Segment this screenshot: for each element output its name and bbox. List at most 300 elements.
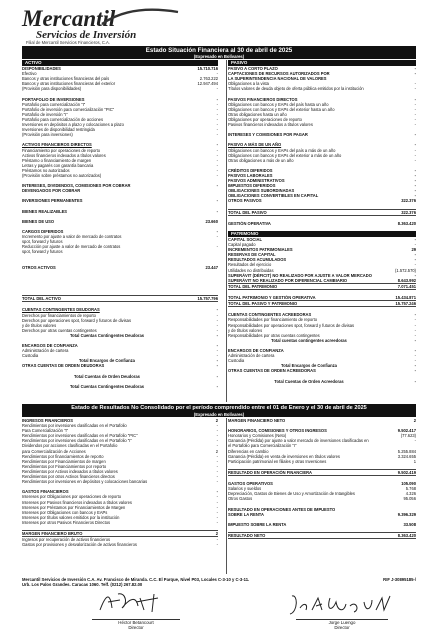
row-label: SUPERÁVIT NO REALIZADO POR DIFERENCIAL CAMBIARIO [228, 277, 348, 283]
row-label: Préstamo o financiamiento de margen [22, 157, 92, 163]
row-value: - [216, 172, 218, 178]
row-value: - [216, 358, 218, 364]
statement-row [22, 333, 218, 338]
row-value: - [414, 252, 416, 258]
row-label: Rendimientos por financiamientos de reporto [22, 453, 104, 459]
row-label: TOTAL DEL ACTIVO [22, 296, 61, 302]
activo-header: ACTIVO [22, 60, 218, 66]
row-value: 3.324.655 [397, 453, 416, 459]
row-value: 15.757.796 [197, 296, 218, 302]
row-label: Depreciación, Gastos de Bienes de Uso y Amortización de Intangibles [228, 491, 355, 497]
row-label: Rendimientos por inversiones clasificadas en el Portafolio "I" [22, 438, 132, 444]
row-label: Bancos y otras instituciones financieras del país [22, 76, 110, 82]
footer [22, 577, 416, 587]
statement-row [228, 209, 416, 216]
row-label: TOTAL PATRIMONIO Y GESTIÓN OPERATIVA [228, 295, 316, 301]
row-value: - [216, 489, 218, 495]
row-label: Financiamiento por operaciones de reporto [22, 147, 101, 153]
row-value: - [414, 178, 416, 184]
row-value [390, 464, 416, 469]
row-value: - [216, 157, 218, 163]
row-value: - [414, 317, 416, 323]
row-label: MARGEN FINANCIERO NETO [228, 418, 286, 423]
row-value: 1 [413, 458, 416, 464]
row-value: - [414, 237, 416, 242]
row-value: - [414, 111, 416, 117]
logo-swoosh-icon [100, 8, 180, 26]
row-value: - [414, 86, 416, 92]
row-value: - [414, 438, 416, 444]
row-label: Responsabilidades por financiamiento de reporto [228, 317, 317, 323]
row-label: Letras y pagarés con garantía bancaria [22, 162, 94, 168]
row-label: spot, forward y futuros [22, 239, 63, 245]
row-value: 23.447 [205, 264, 218, 270]
row-value: - [414, 101, 416, 107]
row-label: Intereses por títulos valores emitidos por la institución [22, 514, 120, 520]
row-label: MARGEN FINANCIERO BRUTO [22, 531, 83, 537]
pasivo-header: PASIVO [228, 60, 416, 66]
row-value: 322.376 [401, 198, 416, 204]
row-label: Responsabilidades por operaciones spot, forward y futuros de divisas [228, 322, 355, 328]
row-label: CAPTACIONES DE RECURSOS AUTORIZADOS POR [228, 71, 330, 77]
row-value: 5.255.884 [397, 448, 416, 454]
row-value: 95.056 [403, 496, 416, 502]
row-value: - [216, 468, 218, 474]
statement-row [22, 295, 218, 302]
section-header: PATRIMONIO [228, 231, 416, 237]
row-value: - [216, 504, 218, 510]
row-value: 33.508 [403, 521, 416, 527]
row-value: - [216, 183, 218, 189]
row-label: PASIVOS FINANCIEROS DIRECTOS [228, 96, 298, 102]
row-label: Custodia [22, 353, 39, 359]
signer-role: Director [334, 625, 350, 630]
row-value: - [414, 157, 416, 163]
activo-column [22, 60, 218, 389]
pasivo-column [228, 60, 416, 384]
row-value: (77.623) [400, 433, 416, 439]
row-value: - [414, 193, 416, 199]
row-value: - [414, 322, 416, 328]
row-label: Gastos por provisiones y desvalorización de activos financieros [22, 542, 137, 548]
row-value: - [216, 373, 218, 379]
row-label: Responsabilidades por otras cuentas contingentes [228, 332, 320, 338]
row-value: - [414, 332, 416, 338]
row-value: - [414, 96, 416, 102]
row-label: Obligaciones con bancos y EAPs del exterior a más de un año [228, 152, 342, 158]
row-value: - [216, 327, 218, 333]
row-value: - [414, 262, 416, 268]
column-divider [226, 60, 227, 402]
row-label: OTROS ACTIVOS [22, 264, 56, 270]
row-value: - [216, 132, 218, 138]
row-value [390, 226, 416, 231]
row-label: Activos financieros indexados a títulos valores [22, 152, 106, 158]
row-label: el Portafolio para Comercialización "I" [228, 443, 297, 449]
row-label: Dividendos por acciones clasificadas en el Portafolio [22, 443, 118, 449]
row-value: - [414, 142, 416, 148]
row-label: Portafolio para comercialización "I" [22, 101, 86, 107]
row-value: - [216, 514, 218, 520]
row-label: GASTOS FINANCIEROS [22, 489, 69, 495]
row-label: INVERSIONES PERMANENTES [22, 198, 83, 204]
row-label: para Comercialización de Acciones [22, 448, 86, 454]
row-label: TOTAL DEL PASIVO [228, 209, 267, 215]
row-value: - [216, 106, 218, 112]
row-label: RESULTADO EN OPERACIONES ANTES DE IMPUESTO [228, 506, 336, 512]
row-value: - [414, 337, 416, 343]
row-label: Intereses por Pasivos financieros indexados a títulos valores [22, 499, 132, 505]
statement-row [22, 530, 218, 537]
footer-address-2: Urb. Los Palos Grandes. Caracas 1060. Telf. (0212) 267.82.00 [22, 582, 143, 587]
row-value: - [414, 81, 416, 87]
balance-subtitle: (Expresado en Bolívares) [193, 54, 245, 59]
row-value: - [414, 122, 416, 128]
signer-role: Director [128, 625, 144, 630]
row-value: 8.643.992 [397, 277, 416, 283]
row-value: 23.660 [205, 218, 218, 224]
row-label: OTRAS CUENTAS DE ORDEN ACREEDORAS [228, 368, 316, 374]
row-value: - [216, 101, 218, 107]
row-value: - [216, 312, 218, 318]
row-label: RESULTADO EN OPERACIÓN FINANCIERA [228, 469, 312, 475]
row-label: GASTOS OPERATIVOS [228, 481, 273, 487]
row-label: INCREMENTOS PATRIMONIALES [228, 247, 293, 253]
row-value: 4.326 [405, 491, 416, 497]
row-value: - [216, 71, 218, 77]
row-value: - [216, 142, 218, 148]
row-label: spot, forward y futuros [22, 249, 63, 255]
row-label: Diferencias en cambio [228, 448, 269, 454]
row-value: 29 [411, 247, 416, 253]
row-label: IMPUESTO SOBRE LA RENTA [228, 521, 287, 527]
row-label: OBLIGACIONES SUBORDINADAS [228, 188, 295, 194]
balance-title-bar [22, 46, 416, 59]
row-value: - [216, 363, 218, 369]
statement-row [228, 338, 416, 343]
signature-block-1 [92, 620, 180, 630]
row-label: Ingresos por recuperación de activos financieros [22, 537, 111, 543]
row-label: INGRESOS FINANCIEROS [22, 418, 73, 423]
row-label: Para Comercialización "I" [22, 428, 69, 434]
row-label: Préstamos no autorizados [22, 167, 70, 173]
row-value: - [216, 343, 218, 349]
balance-title: Estado Situación Financiera al 30 de abril de 2025 [145, 47, 293, 54]
row-value: - [216, 519, 218, 525]
row-value: - [216, 353, 218, 359]
row-value: - [414, 327, 416, 333]
row-value: - [414, 242, 416, 248]
row-label: DEVENGADOS POR COBRAR [22, 188, 81, 194]
row-value: - [414, 368, 416, 374]
row-value: - [216, 383, 218, 389]
row-label: Efectivo [22, 71, 37, 77]
row-value: 8.363.420 [397, 220, 416, 226]
signature-block-2 [296, 620, 388, 630]
statement-row [228, 300, 416, 307]
row-label: Ganancia (Pérdida) por ajuste a valor mercado de inversiones clasificadas en [228, 438, 369, 444]
row-label: Derechos por otras cuentas contingentes [22, 327, 97, 333]
row-label: SUPERÁVIT (DÉFICIT) NO REALIZADO POR AJUSTE A VALOR MERCADO [228, 272, 372, 278]
row-label: Administración de cartera [22, 348, 69, 354]
row-value: - [414, 71, 416, 77]
statement-row [228, 469, 416, 476]
row-value: - [216, 348, 218, 354]
subsidiary-note: Filial de Mercantil Servicios Financieros, C.A. [26, 40, 111, 45]
row-label: Total cuentas contingentes acreedoras [271, 337, 347, 343]
row-value: 2 [215, 448, 218, 454]
row-label: Portafolio de inversión para comercialización "PIC" [22, 106, 115, 112]
row-label: Pasivos financieros indexados a títulos valores [228, 122, 313, 128]
row-value: - [216, 86, 218, 92]
footer-rif: RIF J-30895185-/ [383, 577, 416, 582]
row-value: - [216, 234, 218, 240]
row-value: - [216, 307, 218, 313]
row-label: OTRAS CUENTAS DE ORDEN DEUDORAS [22, 363, 105, 369]
row-label: Total Cuentas Contingentes Deudoras [69, 383, 145, 389]
row-label: Bancos y otras instituciones financieras del exterior [22, 81, 116, 87]
row-value: - [414, 116, 416, 122]
row-label: Reducción por ajuste a valor de mercado de contratos [22, 244, 121, 250]
logo-subtitle: Servicios de Inversión [36, 29, 137, 41]
row-value: (1.572.570) [395, 267, 416, 273]
row-label: Obligaciones a la vista [228, 81, 269, 87]
row-value: - [216, 122, 218, 128]
row-label: Total Encargos de Confianza [281, 363, 337, 369]
row-value: - [414, 358, 416, 364]
row-label: INTERESES Y COMISIONES POR PAGAR [228, 132, 308, 138]
row-label: Inversiones de disponibilidad restringida [22, 127, 95, 133]
row-value: - [216, 152, 218, 158]
row-value: 5.768 [405, 486, 416, 492]
results-title: Estado de Resultados No Consolidado por el período comprendido entre el 01 de Enero y el 30 de abril de 2025 [71, 405, 367, 411]
row-value: - [216, 147, 218, 153]
row-value: - [414, 353, 416, 359]
row-label: Rendimientos por inversiones clasificadas en el Portafolio [22, 423, 127, 429]
row-label: PASIVO A MÁS DE UN AÑO [228, 142, 282, 148]
row-value: - [216, 494, 218, 500]
row-label: RESULTADO NETO [228, 533, 266, 539]
row-value: - [216, 458, 218, 464]
row-value: - [414, 172, 416, 178]
results-title-bar [22, 404, 416, 417]
row-label: (Provisión sobre préstamos no autorizados) [22, 172, 102, 178]
row-label: Capital pagado [228, 242, 256, 248]
row-label: HONORARIOS, COMISIONES Y OTROS INGRESOS [228, 428, 327, 434]
statement-row [22, 374, 218, 379]
row-label: Participación patrimonial en filiales y otras Inversiones [228, 458, 327, 464]
row-value: - [216, 474, 218, 480]
row-label: CUENTAS CONTINGENTES ACREEDORAS [228, 312, 312, 318]
row-value: 7.071.451 [397, 283, 416, 289]
row-value: - [216, 162, 218, 168]
row-value: - [414, 147, 416, 153]
row-label: Otras obligaciones a más de un año [228, 157, 294, 163]
row-value: - [414, 378, 416, 384]
row-label: Derechos por operaciones spot, forward y futuros de divisas [22, 317, 131, 323]
row-label: PORTAFOLIO DE INVERSIONES [22, 96, 85, 102]
row-value: - [414, 363, 416, 369]
row-value [390, 527, 416, 532]
row-value: - [414, 132, 416, 138]
statement-row [22, 384, 218, 389]
row-value: 15.434.871 [395, 295, 416, 301]
row-label: Resultados del ejercicio [228, 262, 272, 268]
row-value: - [216, 111, 218, 117]
row-value: - [216, 443, 218, 449]
row-value [192, 290, 218, 295]
row-value: 2 [215, 531, 218, 537]
row-label: Total Encargos de Confianza [79, 358, 135, 364]
row-value: 12.947.494 [197, 81, 218, 87]
signature-betancourt-icon [96, 590, 166, 616]
row-value: 2 [215, 418, 218, 423]
row-label: Intereses por Obligaciones con bancos y EAPs [22, 509, 108, 515]
row-value: 8.363.420 [397, 533, 416, 539]
row-label: Rendimientos por otros Activos financieros directos [22, 474, 115, 480]
row-label: Rendimientos por inversiones clasificadas en el Portafolio "PIC" [22, 433, 138, 439]
statement-row [228, 379, 416, 384]
row-value: - [216, 116, 218, 122]
row-label: BIENES DE USO [22, 218, 55, 224]
row-value: - [216, 317, 218, 323]
activo-rows [22, 66, 218, 389]
row-label: Rendimientos por Activos indexados a títulos valores [22, 468, 118, 474]
row-label: Obligaciones con bancos y EAPs del país hasta un año [228, 101, 329, 107]
row-label: y de títulos valores [228, 327, 263, 333]
row-label: Total Cuentas Contingentes Deudoras [69, 332, 145, 338]
row-value: - [414, 272, 416, 278]
row-label: Custodia [228, 358, 245, 364]
row-value: - [216, 542, 218, 548]
row-label: CAPITAL SOCIAL [228, 237, 262, 242]
row-label: CARGOS DIFERIDOS [22, 229, 64, 234]
row-label: Intereses por Obligaciones por operaciones de reporto [22, 494, 121, 500]
row-value: - [414, 106, 416, 112]
row-label: Rendimientos por Financiamientos de margen [22, 458, 106, 464]
row-label: CRÉDITOS DIFERIDOS [228, 167, 273, 173]
signer-name: Héctor Betancourt [118, 620, 154, 625]
row-label: GESTIÓN OPERATIVA [228, 220, 271, 226]
row-label: (Provisión para inversiones) [22, 132, 73, 138]
row-label: Total Cuentas de Orden Deudoras [74, 373, 140, 379]
row-value: - [216, 438, 218, 444]
row-value: - [414, 167, 416, 173]
row-value: - [414, 312, 416, 318]
row-label: Total Cuentas de Orden Acreedoras [274, 378, 344, 384]
row-label: Intereses por Préstamos por Financiamientos de Margen [22, 504, 126, 510]
row-value: - [414, 188, 416, 194]
row-value: - [216, 332, 218, 338]
results-left-rows [22, 418, 218, 547]
row-label: BIENES REALIZABLES [22, 208, 68, 214]
row-label: Derechos por financiamientos de reporto [22, 312, 96, 318]
row-label: Intereses por otros Pasivos Financieros Directos [22, 519, 111, 525]
row-label: OTROS PASIVOS [228, 198, 262, 204]
row-label: DISPONIBILIDADES [22, 66, 61, 71]
results-right-column [228, 418, 416, 539]
row-value: 15.710.716 [197, 66, 218, 71]
row-value: 15.757.246 [395, 301, 416, 307]
logo-brand: Mercantil [22, 6, 116, 31]
row-label: TOTAL DEL PASIVO Y PATRIMONIO [228, 301, 298, 307]
row-label: Rendimientos por inversiones en depósitos y colocaciones bancarias [22, 479, 148, 485]
row-value: 2.763.222 [199, 76, 218, 82]
row-value [192, 525, 218, 530]
row-label: INTERESES, DIVIDENDOS, COMISIONES POR COBRAR [22, 183, 131, 189]
row-value: - [216, 433, 218, 439]
row-label: TOTAL DEL PATRIMONIO [228, 283, 278, 289]
row-value: - [216, 537, 218, 543]
statement-row [22, 542, 218, 547]
results-subtitle: (Expresado en Bolívares) [193, 412, 245, 417]
row-label: Administración de cartera [228, 353, 275, 359]
signature-luengo-icon [286, 592, 396, 618]
row-value: 105.090 [401, 481, 416, 487]
row-label: Portafolio para comercialización de acciones [22, 116, 104, 122]
row-value: - [216, 167, 218, 173]
row-value: - [216, 229, 218, 234]
results-right-rows [228, 418, 416, 539]
row-label: Utilidades no distribuidas [228, 267, 274, 273]
row-label: Títulos valores de deuda objeto de oferta pública emitidos por la institución [228, 86, 364, 92]
row-value: 9.396.329 [397, 511, 416, 517]
row-label: OBLIGACIONES CONVERTIBLES EN CAPITAL [228, 193, 319, 199]
row-label: Obligaciones con bancos y EAPs del país a más de un año [228, 147, 336, 153]
row-label: Otros Gastos [228, 496, 253, 502]
statement-row [228, 283, 416, 290]
row-label: Obligaciones por operaciones de reporto [228, 116, 302, 122]
row-label: ENCARGOS DE CONFIANZA [228, 347, 284, 353]
row-label: PASIVOS LABORALES [228, 172, 273, 178]
results-divider [226, 418, 227, 574]
row-value: - [216, 244, 218, 250]
row-value: - [216, 198, 218, 204]
row-label: SOBRE LA RENTA [228, 511, 264, 517]
row-value: - [414, 257, 416, 263]
row-label: Ganancia (Pérdida) en venta de inversiones en títulos valores [228, 453, 340, 459]
row-value: - [414, 152, 416, 158]
row-value: - [216, 208, 218, 214]
row-label: ACTIVOS FINANCIEROS DIRECTOS [22, 142, 92, 148]
footer-address: Mercantil Servicios de Inversión C.A. Av. Francisco de Miranda. C.C. El Parque, Nivel P03, Locales C-3-10 y C-3-11. [22, 577, 250, 582]
row-value: 322.376 [401, 209, 416, 215]
row-label: Rendimientos por Financiamientos por reporto [22, 463, 107, 469]
row-label: ENCARGOS DE CONFIANZA [22, 343, 78, 349]
row-value: - [414, 183, 416, 189]
row-label: RESULTADOS ACUMULADOS [228, 257, 287, 263]
pasivo-rows [228, 66, 416, 384]
row-label: Otras obligaciones hasta un año [228, 111, 287, 117]
row-label: Salarios y sueldos [228, 486, 262, 492]
results-left-column [22, 418, 218, 547]
row-label: Obligaciones con bancos y EAPs del exterior hasta un año [228, 106, 335, 112]
row-label: RESERVAS DE CAPITAL [228, 252, 276, 258]
row-value: 9.502.419 [397, 469, 416, 475]
row-value: - [414, 66, 416, 71]
row-value: - [216, 463, 218, 469]
row-value: - [216, 96, 218, 102]
row-label: PASIVOS ADMINISTRATIVOS [228, 178, 285, 184]
row-label: (Provisión para disponibilidades) [22, 86, 82, 92]
row-label: Portafolio de inversión "I" [22, 111, 68, 117]
row-value: - [414, 347, 416, 353]
row-value: 9.502.417 [397, 428, 416, 434]
row-value: - [216, 479, 218, 485]
row-label: Inversiones en depósitos a plazo y colocaciones a plazo [22, 122, 124, 128]
statement-row [228, 532, 416, 539]
row-label: LA SUPERINTENDENCIA NACIONAL DE VALORES [228, 76, 327, 82]
